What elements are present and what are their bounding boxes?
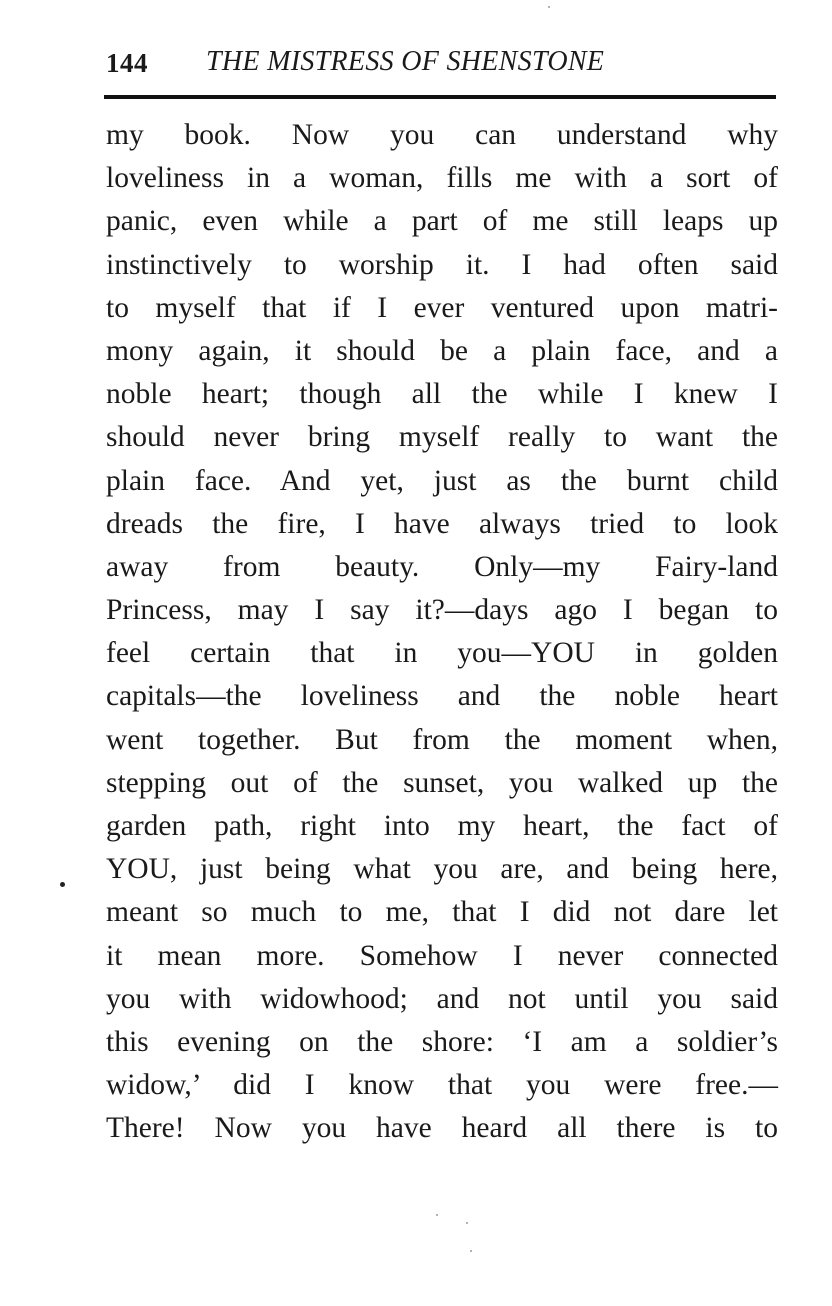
paper-speck (548, 6, 550, 8)
text-line: this evening on the shore: ‘I am a soldier’s (106, 1025, 778, 1058)
margin-mark (60, 882, 65, 887)
text-line: dreads the fire, I have always tried to look (106, 507, 778, 540)
text-line: loveliness in a woman, fills me with a sort of (106, 162, 778, 195)
text-line: There! Now you have heard all there is to (106, 1112, 778, 1145)
text-line: it mean more. Somehow I never connected (106, 939, 778, 972)
body-text (106, 114, 778, 1151)
text-line: away from beauty. Only—my Fairy-land (106, 550, 778, 583)
text-line: plain face. And yet, just as the burnt child (106, 464, 778, 497)
text-line: YOU, just being what you are, and being here, (106, 853, 778, 886)
text-line: my book. Now you can understand why (106, 119, 778, 151)
text-line: panic, even while a part of me still leaps up (106, 205, 778, 238)
text-line: garden path, right into my heart, the fact of (106, 810, 778, 842)
text-line: mony again, it should be a plain face, and a (106, 334, 778, 367)
text-line: went together. But from the moment when, (106, 723, 778, 756)
text-line: meant so much to me, that I did not dare let (106, 896, 778, 929)
text-line: you with widowhood; and not until you said (106, 982, 778, 1015)
text-line: widow,’ did I know that you were free.— (106, 1069, 778, 1102)
text-line: stepping out of the sunset, you walked up the (106, 766, 778, 799)
page-number: 144 (106, 48, 148, 78)
page-header (106, 44, 776, 88)
header-rule (104, 95, 776, 99)
running-title: THE MISTRESS OF SHENSTONE (206, 46, 605, 77)
paper-speck (466, 1222, 468, 1224)
paper-speck (470, 1250, 472, 1252)
paper-speck (436, 1214, 438, 1216)
text-line: noble heart; though all the while I knew I (106, 378, 778, 411)
text-line: feel certain that in you—YOU in golden (106, 637, 778, 670)
text-line: to myself that if I ever ventured upon matri- (106, 291, 778, 324)
text-line: capitals—the loveliness and the noble heart (106, 680, 778, 713)
text-line: should never bring myself really to want the (106, 421, 778, 454)
text-line: instinctively to worship it. I had often said (106, 248, 778, 281)
text-line: Princess, may I say it?—days ago I began to (106, 594, 778, 627)
